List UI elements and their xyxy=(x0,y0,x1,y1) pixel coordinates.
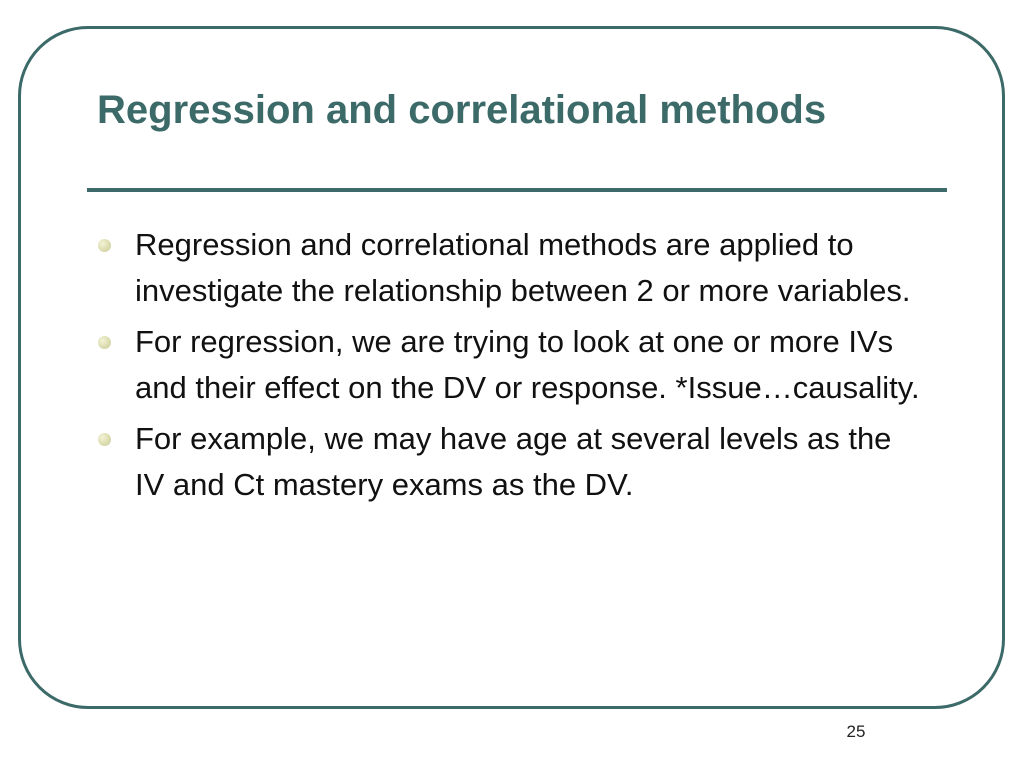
slide-title: Regression and correlational methods xyxy=(97,88,827,132)
page-number: 25 xyxy=(846,722,866,741)
bullet-icon xyxy=(98,433,111,446)
bullet-item xyxy=(97,319,927,411)
bullet-icon xyxy=(98,239,111,252)
title-divider xyxy=(87,188,947,192)
bullet-text: For example, we may have age at several levels as the IV and Ct mastery exams as the DV. xyxy=(135,421,892,502)
bullet-text: For regression, we are trying to look at one or more IVs and their effect on the DV or response. *Issue…causality. xyxy=(135,324,920,405)
bullet-item xyxy=(97,222,927,314)
bullet-text: Regression and correlational methods are applied to investigate the relationship between 2 or more variables. xyxy=(135,227,911,308)
bullet-list xyxy=(97,222,927,513)
bullet-icon xyxy=(98,336,111,349)
bullet-item xyxy=(97,416,927,508)
